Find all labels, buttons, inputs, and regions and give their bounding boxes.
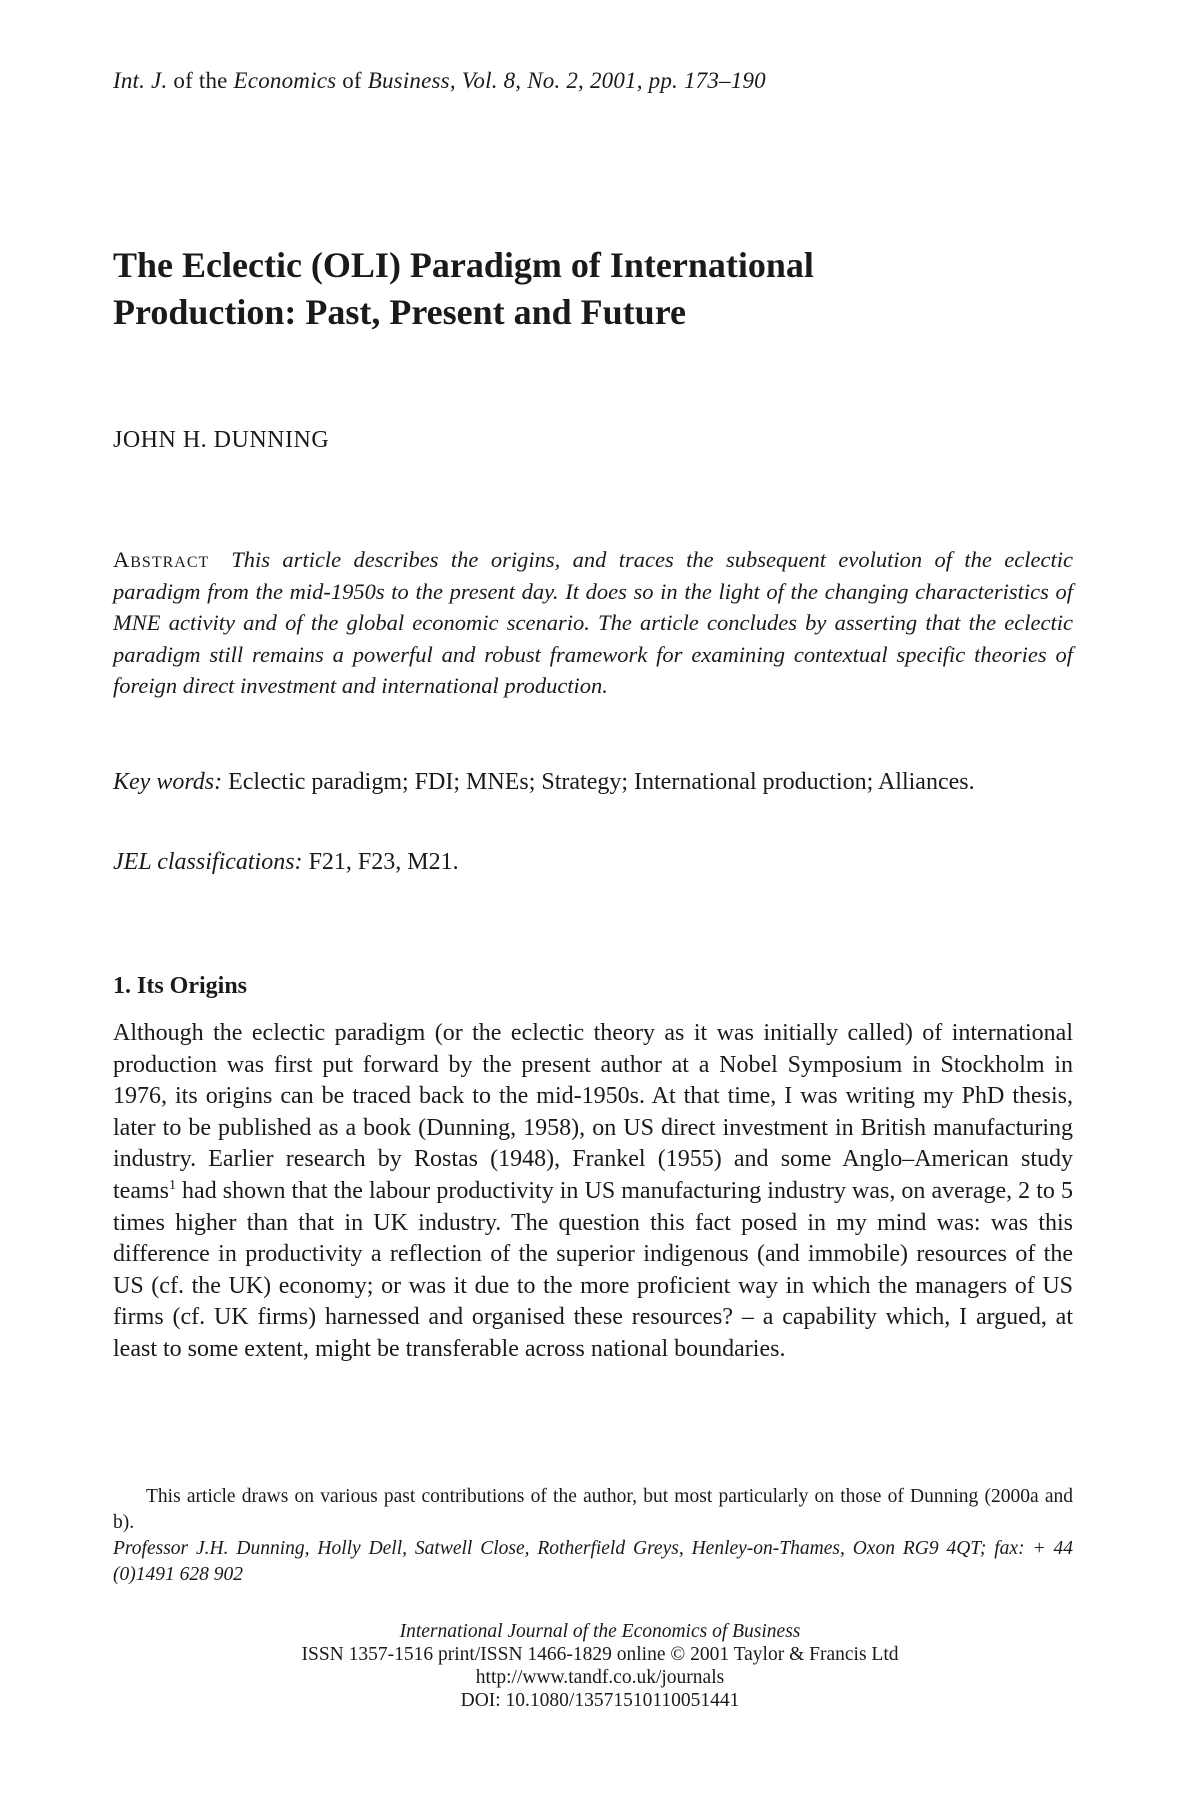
running-head-economics: Economics	[233, 68, 337, 93]
abstract-text: This article describes the origins, and traces the subsequent evolution of the eclectic paradigm from the mid-1950s to the present day. It does so in the light of the changing characteristics of MNE activity and of the global economic scenario. The article concludes by asserting that the eclectic paradigm still remains a powerful and robust framework for examining contextual specific theories of foreign direct investment and international production.	[113, 547, 1073, 698]
footnote-marker: 1	[168, 1177, 176, 1193]
keywords	[113, 766, 1073, 798]
article-title-line1: The Eclectic (OLI) Paradigm of International	[113, 245, 814, 285]
footnote-acknowledgement: This article draws on various past contributions of the author, but most particularly on those of Dunning (2000a and b).	[113, 1486, 1073, 1533]
abstract-label: Abstract	[113, 547, 210, 572]
section-heading: 1. Its Origins	[113, 973, 248, 999]
running-head	[113, 68, 766, 94]
body-paragraph-part2: had shown that the labour productivity in US manufacturing industry was, on average, 2 to 5 times higher than that in UK industry. The question this fact posed in my mind was: was this difference in productivity a reflection of the superior indigenous (and immobile) resources of the US (cf. the UK) economy; or was it due to the more proficient way in which the managers of US firms (cf. UK firms) harnessed and organised these resources? – a capability which, I argued, at least to some extent, might be transferable across national boundaries.	[113, 1177, 1073, 1362]
publisher-doi: DOI: 10.1080/13571510110051441	[460, 1690, 740, 1711]
abstract	[113, 544, 1073, 702]
running-head-citation: Business, Vol. 8, No. 2, 2001, pp. 173–190	[367, 68, 766, 93]
footnote-author-address: Professor J.H. Dunning, Holly Dell, Satwell Close, Rotherfield Greys, Henley-on-Thames, Oxon RG9 4QT; fax: + 44 (0)1491 628 902	[113, 1538, 1073, 1585]
keywords-text: Eclectic paradigm; FDI; MNEs; Strategy; International production; Alliances.	[222, 769, 975, 795]
publisher-issn: ISSN 1357-1516 print/ISSN 1466-1829 online © 2001 Taylor & Francis Ltd	[301, 1644, 899, 1665]
body-paragraph-part1: Although the eclectic paradigm (or the eclectic theory as it was initially called) of international production was first put forward by the present author at a Nobel Symposium in Stockholm in 1976, its origins can be traced back to the mid-1950s. At that time, I was writing my PhD thesis, later to be published as a book (Dunning, 1958), on US direct investment in British manufacturing industry. Earlier research by Rostas (1948), Frankel (1955) and some Anglo–American study teams	[113, 1020, 1073, 1204]
author-name: JOHN H. DUNNING	[113, 427, 330, 453]
publisher-info	[0, 1620, 1200, 1712]
jel-classifications	[113, 846, 1073, 878]
running-head-abbrev: Int. J.	[113, 68, 168, 93]
running-head-of: of	[336, 68, 368, 93]
publisher-journal-name: International Journal of the Economics of Business	[399, 1621, 801, 1642]
article-title	[113, 242, 1073, 336]
jel-text: F21, F23, M21.	[302, 849, 459, 875]
keywords-label: Key words:	[113, 769, 223, 795]
publisher-url: http://www.tandf.co.uk/journals	[475, 1667, 725, 1688]
body-paragraph	[113, 1018, 1073, 1366]
running-head-of-the: of the	[167, 68, 234, 93]
footnotes	[113, 1484, 1073, 1588]
article-title-line2: Production: Past, Present and Future	[113, 292, 686, 332]
jel-label: JEL classifications:	[113, 849, 303, 875]
